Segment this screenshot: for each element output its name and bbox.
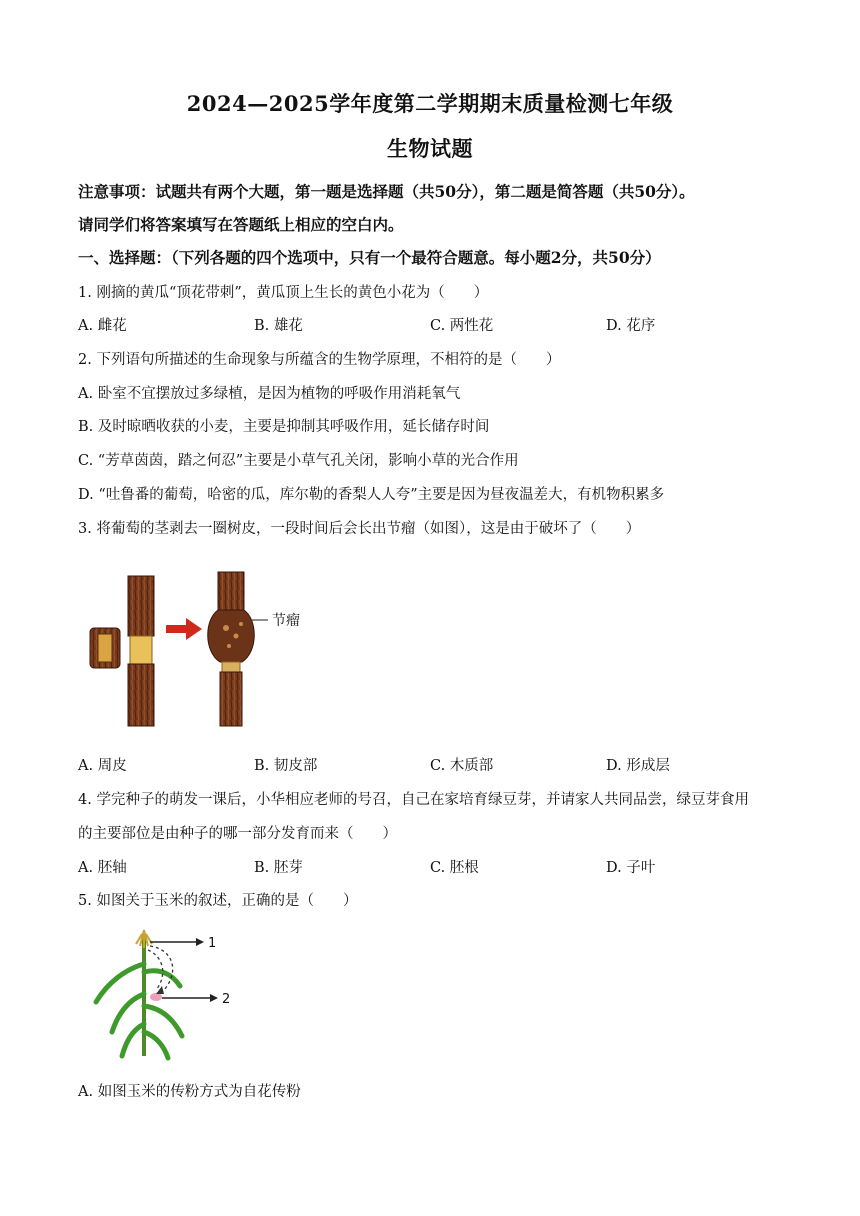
question-1-option-c: C. 两性花 bbox=[430, 318, 494, 334]
question-3-option-d: D. 形成层 bbox=[606, 758, 670, 774]
exam-subtitle: 生物试题 bbox=[387, 136, 473, 161]
question-1-stem: 1. 刚摘的黄瓜“顶花带刺”，黄瓜顶上生长的黄色小花为（ ） bbox=[78, 285, 489, 301]
swollen-stem bbox=[208, 572, 268, 726]
section-heading: 一、选择题：（下列各题的四个选项中，只有一个最符合题意。每小题2分，共50分） bbox=[78, 248, 661, 267]
red-arrow-icon bbox=[166, 618, 202, 640]
bark-ring-piece bbox=[90, 628, 120, 668]
question-4-option-b: B. 胚芽 bbox=[254, 860, 303, 876]
question-4-option-a: A. 胚轴 bbox=[78, 860, 127, 876]
question-1-option-a: A. 雌花 bbox=[78, 318, 127, 334]
question-4-option-d: D. 子叶 bbox=[606, 860, 656, 876]
label-1: 1 bbox=[208, 936, 217, 951]
question-2-option-b: B. 及时晾晒收获的小麦，主要是抑制其呼吸作用，延长储存时间 bbox=[78, 419, 490, 435]
label-2: 2 bbox=[222, 992, 231, 1007]
question-3-option-a: A. 周皮 bbox=[78, 758, 127, 774]
question-2-option-c: C. “芳草茵茵，踏之何忍”主要是小草气孔关闭，影响小草的光合作用 bbox=[78, 453, 519, 469]
notice-line-2: 请同学们将答案填写在答题纸上相应的空白内。 bbox=[78, 215, 404, 234]
node-swelling-label: 节瘤 bbox=[272, 613, 300, 629]
question-3-stem: 3. 将葡萄的茎剥去一圈树皮，一段时间后会长出节瘤（如图），这是由于破坏了（ ） bbox=[78, 521, 641, 537]
grape-stem-figure bbox=[86, 570, 326, 730]
question-1-option-b: B. 雄花 bbox=[254, 318, 303, 334]
question-3-option-b: B. 韧皮部 bbox=[254, 758, 318, 774]
question-1-option-d: D. 花序 bbox=[606, 318, 656, 334]
question-4-option-c: C. 胚根 bbox=[430, 860, 479, 876]
question-5-stem: 5. 如图关于玉米的叙述，正确的是（ ） bbox=[78, 893, 358, 909]
tassel bbox=[136, 930, 152, 948]
question-4-stem-line-1: 4. 学完种子的萌发一课后，小华相应老师的号召，自己在家培育绿豆芽，并请家人共同品尝，绿豆芽食用 bbox=[78, 792, 749, 808]
question-2-option-a: A. 卧室不宜摆放过多绿植，是因为植物的呼吸作用消耗氧气 bbox=[78, 386, 461, 402]
girdled-stem bbox=[128, 576, 154, 726]
notice-line-1: 注意事项：试题共有两个大题，第一题是选择题（共50分），第二题是简答题（共50分）。 bbox=[78, 182, 695, 201]
corn-plant-figure bbox=[86, 924, 246, 1064]
exam-title: 2024—2025学年度第二学期期末质量检测七年级 bbox=[186, 91, 674, 116]
corn-ear bbox=[150, 993, 162, 1001]
question-5-option-a: A. 如图玉米的传粉方式为自花传粉 bbox=[78, 1084, 301, 1100]
question-2-stem: 2. 下列语句所描述的生命现象与所蕴含的生物学原理，不相符的是（ ） bbox=[78, 352, 561, 368]
question-3-option-c: C. 木质部 bbox=[430, 758, 494, 774]
question-4-stem-line-2: 的主要部位是由种子的哪一部分发育而来（ ） bbox=[78, 826, 397, 842]
question-2-option-d: D. “吐鲁番的葡萄，哈密的瓜，库尔勒的香梨人人夸”主要是因为昼夜温差大，有机物积累多 bbox=[78, 487, 665, 503]
